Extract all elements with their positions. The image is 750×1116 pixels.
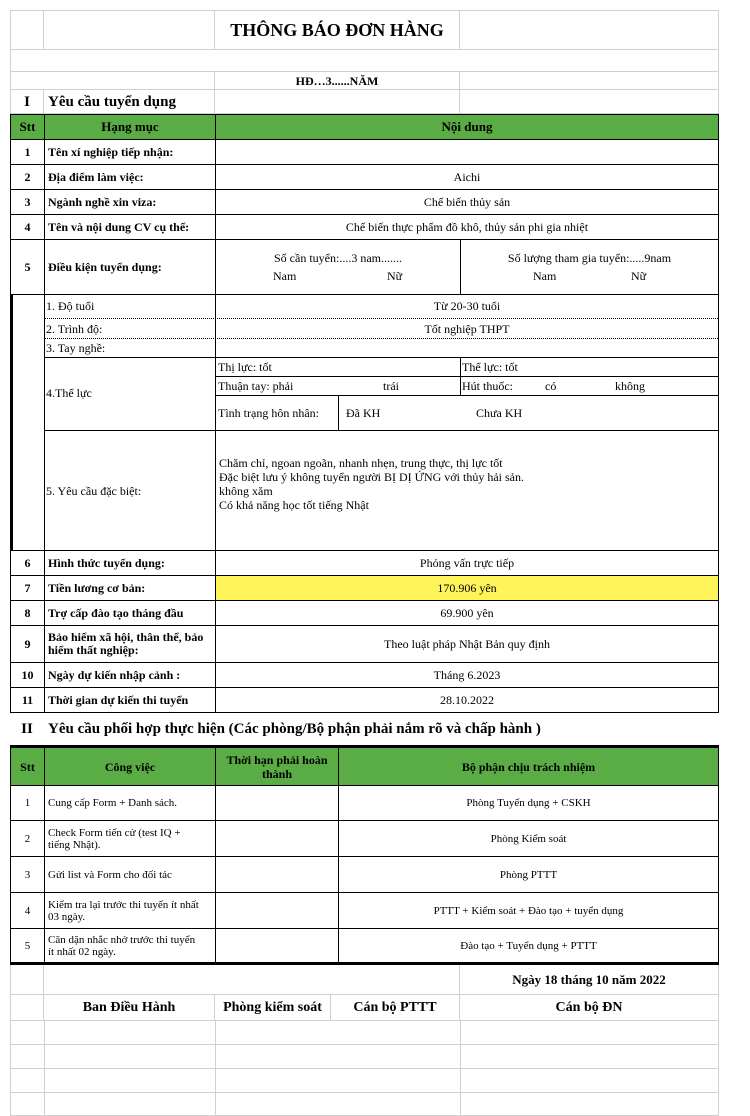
row-stt: 8 [10, 600, 45, 626]
task-deadline [215, 892, 339, 929]
task-department: Đào tạo + Tuyển dụng + PTTT [338, 928, 719, 964]
recruit-count: Số cần tuyển:....3 nam....... [274, 251, 402, 265]
education-label: 2. Trình độ: [46, 321, 103, 336]
grid-cell [44, 965, 460, 995]
female-label: Nữ [631, 269, 647, 283]
column-border [338, 395, 339, 430]
grid-row [10, 1021, 719, 1045]
skill-label: 3. Tay nghề: [46, 341, 106, 355]
section-heading: Yêu cầu tuyển dụng [44, 90, 215, 114]
row-value: Phỏng vấn trực tiếp [215, 550, 719, 576]
signature-control-dept: Phòng kiểm soát [215, 995, 331, 1021]
row-stt: 3 [10, 189, 45, 215]
table-header-task: Công việc [44, 747, 216, 786]
special-line: Có khả năng học tốt tiếng Nhật [219, 498, 369, 512]
row-item: Tên và nội dung CV cụ thể: [44, 214, 216, 240]
grid-cell [10, 72, 215, 90]
grid-cell [10, 995, 44, 1021]
column-border [44, 294, 45, 551]
participant-count-cell [460, 239, 719, 295]
row-item: Tên xí nghiệp tiếp nhận: [44, 139, 216, 165]
table-header-deadline: Thời hạn phải hoàn thành [215, 747, 339, 786]
task-department: PTTT + Kiểm soát + Đào tạo + tuyển dụng [338, 892, 719, 929]
smoking-yes: có [545, 378, 557, 393]
row-stt: 6 [10, 550, 45, 576]
dotted-divider [44, 318, 718, 319]
task-name: Cung cấp Form + Danh sách. [44, 785, 216, 821]
participant-count: Số lượng tham gia tuyển:.....9nam [507, 251, 672, 265]
task-stt: 2 [10, 820, 45, 857]
row-stt: 10 [10, 662, 45, 688]
task-stt: 5 [10, 928, 45, 964]
table-header-stt: Stt [10, 747, 45, 786]
grid-row [10, 1093, 719, 1116]
recruit-count-cell [215, 239, 461, 295]
grid-line [460, 1021, 461, 1116]
salary-value: 170.906 yên [215, 575, 719, 601]
signature-pttt-officer: Cán bộ PTTT [331, 995, 460, 1021]
grid-cell [10, 10, 44, 50]
task-department: Phòng Tuyển dụng + CSKH [338, 785, 719, 821]
fitness-text: Thể lực: tốt [462, 360, 518, 374]
task-department: Phòng PTTT [338, 856, 719, 893]
marital-single: Chưa KH [476, 405, 523, 420]
row-item: Trợ cấp đào tạo tháng đầu [44, 600, 216, 626]
table-header-content: Nội dung [215, 114, 719, 140]
row-stt: 2 [10, 164, 45, 190]
row-stt: 11 [10, 687, 45, 713]
row-item: Ngày dự kiến nhập cảnh : [44, 662, 216, 688]
education-value: Tốt nghiệp THPT [424, 321, 510, 336]
row-stt: 1 [10, 139, 45, 165]
grid-line [44, 1021, 45, 1116]
row-item: Ngành nghề xin viza: [44, 189, 216, 215]
special-line: Chăm chỉ, ngoan ngoãn, nhanh nhẹn, trung thực, thị lực tốt [219, 456, 503, 470]
age-value: Từ 20-30 tuổi [433, 299, 501, 313]
male-label: Nam [273, 269, 297, 283]
row-item: Địa điểm làm việc: [44, 164, 216, 190]
task-deadline [215, 785, 339, 821]
eyesight-text: Thị lực: tốt [218, 360, 272, 374]
smoking-no: không [615, 378, 645, 393]
task-name: Check Form tiến cử (test IQ + tiếng Nhật). [44, 820, 216, 857]
physical-label: 4.Thể lực [46, 386, 92, 400]
task-stt: 4 [10, 892, 45, 929]
page-title: THÔNG BÁO ĐƠN HÀNG [215, 10, 460, 50]
task-deadline [215, 928, 339, 964]
grid-cell [10, 965, 44, 995]
row-value: Chế biến thủy sản [215, 189, 719, 215]
dotted-divider [44, 338, 718, 339]
table-header-stt: Stt [10, 114, 45, 140]
task-name: Gửi list và Form cho đối tác [44, 856, 216, 893]
row-stt: 4 [10, 214, 45, 240]
female-label: Nữ [387, 269, 403, 283]
table-header-item: Hạng mục [44, 114, 216, 140]
section-number: II [21, 721, 33, 737]
signature-executive-board: Ban Điều Hành [44, 995, 215, 1021]
task-name: Kiểm tra lại trước thi tuyển ít nhất 03 ngày. [44, 892, 216, 929]
handedness-left-option: trái [383, 378, 399, 393]
grid-cell [44, 10, 215, 50]
row-item: Tiền lương cơ bản: [44, 575, 216, 601]
section-number: I [10, 90, 44, 114]
task-deadline [215, 856, 339, 893]
contract-number: HĐ…3......NĂM [215, 72, 460, 90]
handedness-text: Thuận tay: phải [218, 378, 294, 393]
male-label: Nam [533, 269, 557, 283]
grid-row [10, 50, 719, 72]
row-value: Aichi [215, 164, 719, 190]
row-value [215, 139, 719, 165]
marital-label: Tình trạng hôn nhân: [218, 405, 319, 420]
row-value: 69.900 yên [215, 600, 719, 626]
special-line: Đặc biệt lưu ý không tuyển người BỊ DỊ ỨNG với thủy hải sản. [219, 470, 524, 484]
document-date: Ngày 18 tháng 10 năm 2022 [460, 965, 719, 995]
age-label: 1. Độ tuổi [46, 299, 95, 313]
grid-row [10, 1045, 719, 1069]
column-border [718, 294, 719, 551]
marital-married: Đã KH [346, 405, 381, 420]
grid-cell [460, 10, 719, 50]
task-name: Căn dặn nhắc nhở trước thi tuyển ít nhất 02 ngày. [44, 928, 216, 964]
row-value: 28.10.2022 [215, 687, 719, 713]
task-department: Phòng Kiểm soát [338, 820, 719, 857]
row-item: Hình thức tuyển dụng: [44, 550, 216, 576]
section-heading: Yêu cầu phối hợp thực hiện (Các phòng/Bộ phận phải nắm rõ và chấp hành ) [48, 721, 541, 737]
smoking-label: Hút thuốc: [462, 378, 513, 393]
row-item: Điều kiện tuyển dụng: [44, 239, 216, 295]
grid-line [215, 1021, 216, 1116]
row-value: Chế biến thực phẩm đồ khô, thủy sản phi gia nhiệt [215, 214, 719, 240]
row-item: Bảo hiểm xã hội, thân thể, bảo hiểm thất nghiệp: [44, 625, 216, 663]
column-border [460, 357, 461, 395]
grid-cell [460, 90, 719, 114]
task-stt: 1 [10, 785, 45, 821]
table-header-department: Bộ phận chịu trách nhiệm [338, 747, 719, 786]
special-requirements [219, 456, 714, 512]
grid-row [10, 1069, 719, 1093]
thick-border [10, 294, 13, 551]
row-item: Thời gian dự kiến thi tuyển [44, 687, 216, 713]
row-value: Tháng 6.2023 [215, 662, 719, 688]
task-stt: 3 [10, 856, 45, 893]
task-deadline [215, 820, 339, 857]
row-stt: 9 [10, 625, 45, 663]
special-line: không xăm [219, 484, 273, 498]
special-label: 5. Yêu cầu đặc biệt: [46, 483, 142, 498]
row-stt: 7 [10, 575, 45, 601]
row-stt: 5 [10, 239, 45, 295]
grid-cell [215, 90, 460, 114]
row-value: Theo luật pháp Nhật Bản quy định [215, 625, 719, 663]
grid-cell [460, 72, 719, 90]
signature-dn-officer: Cán bộ ĐN [460, 995, 719, 1021]
